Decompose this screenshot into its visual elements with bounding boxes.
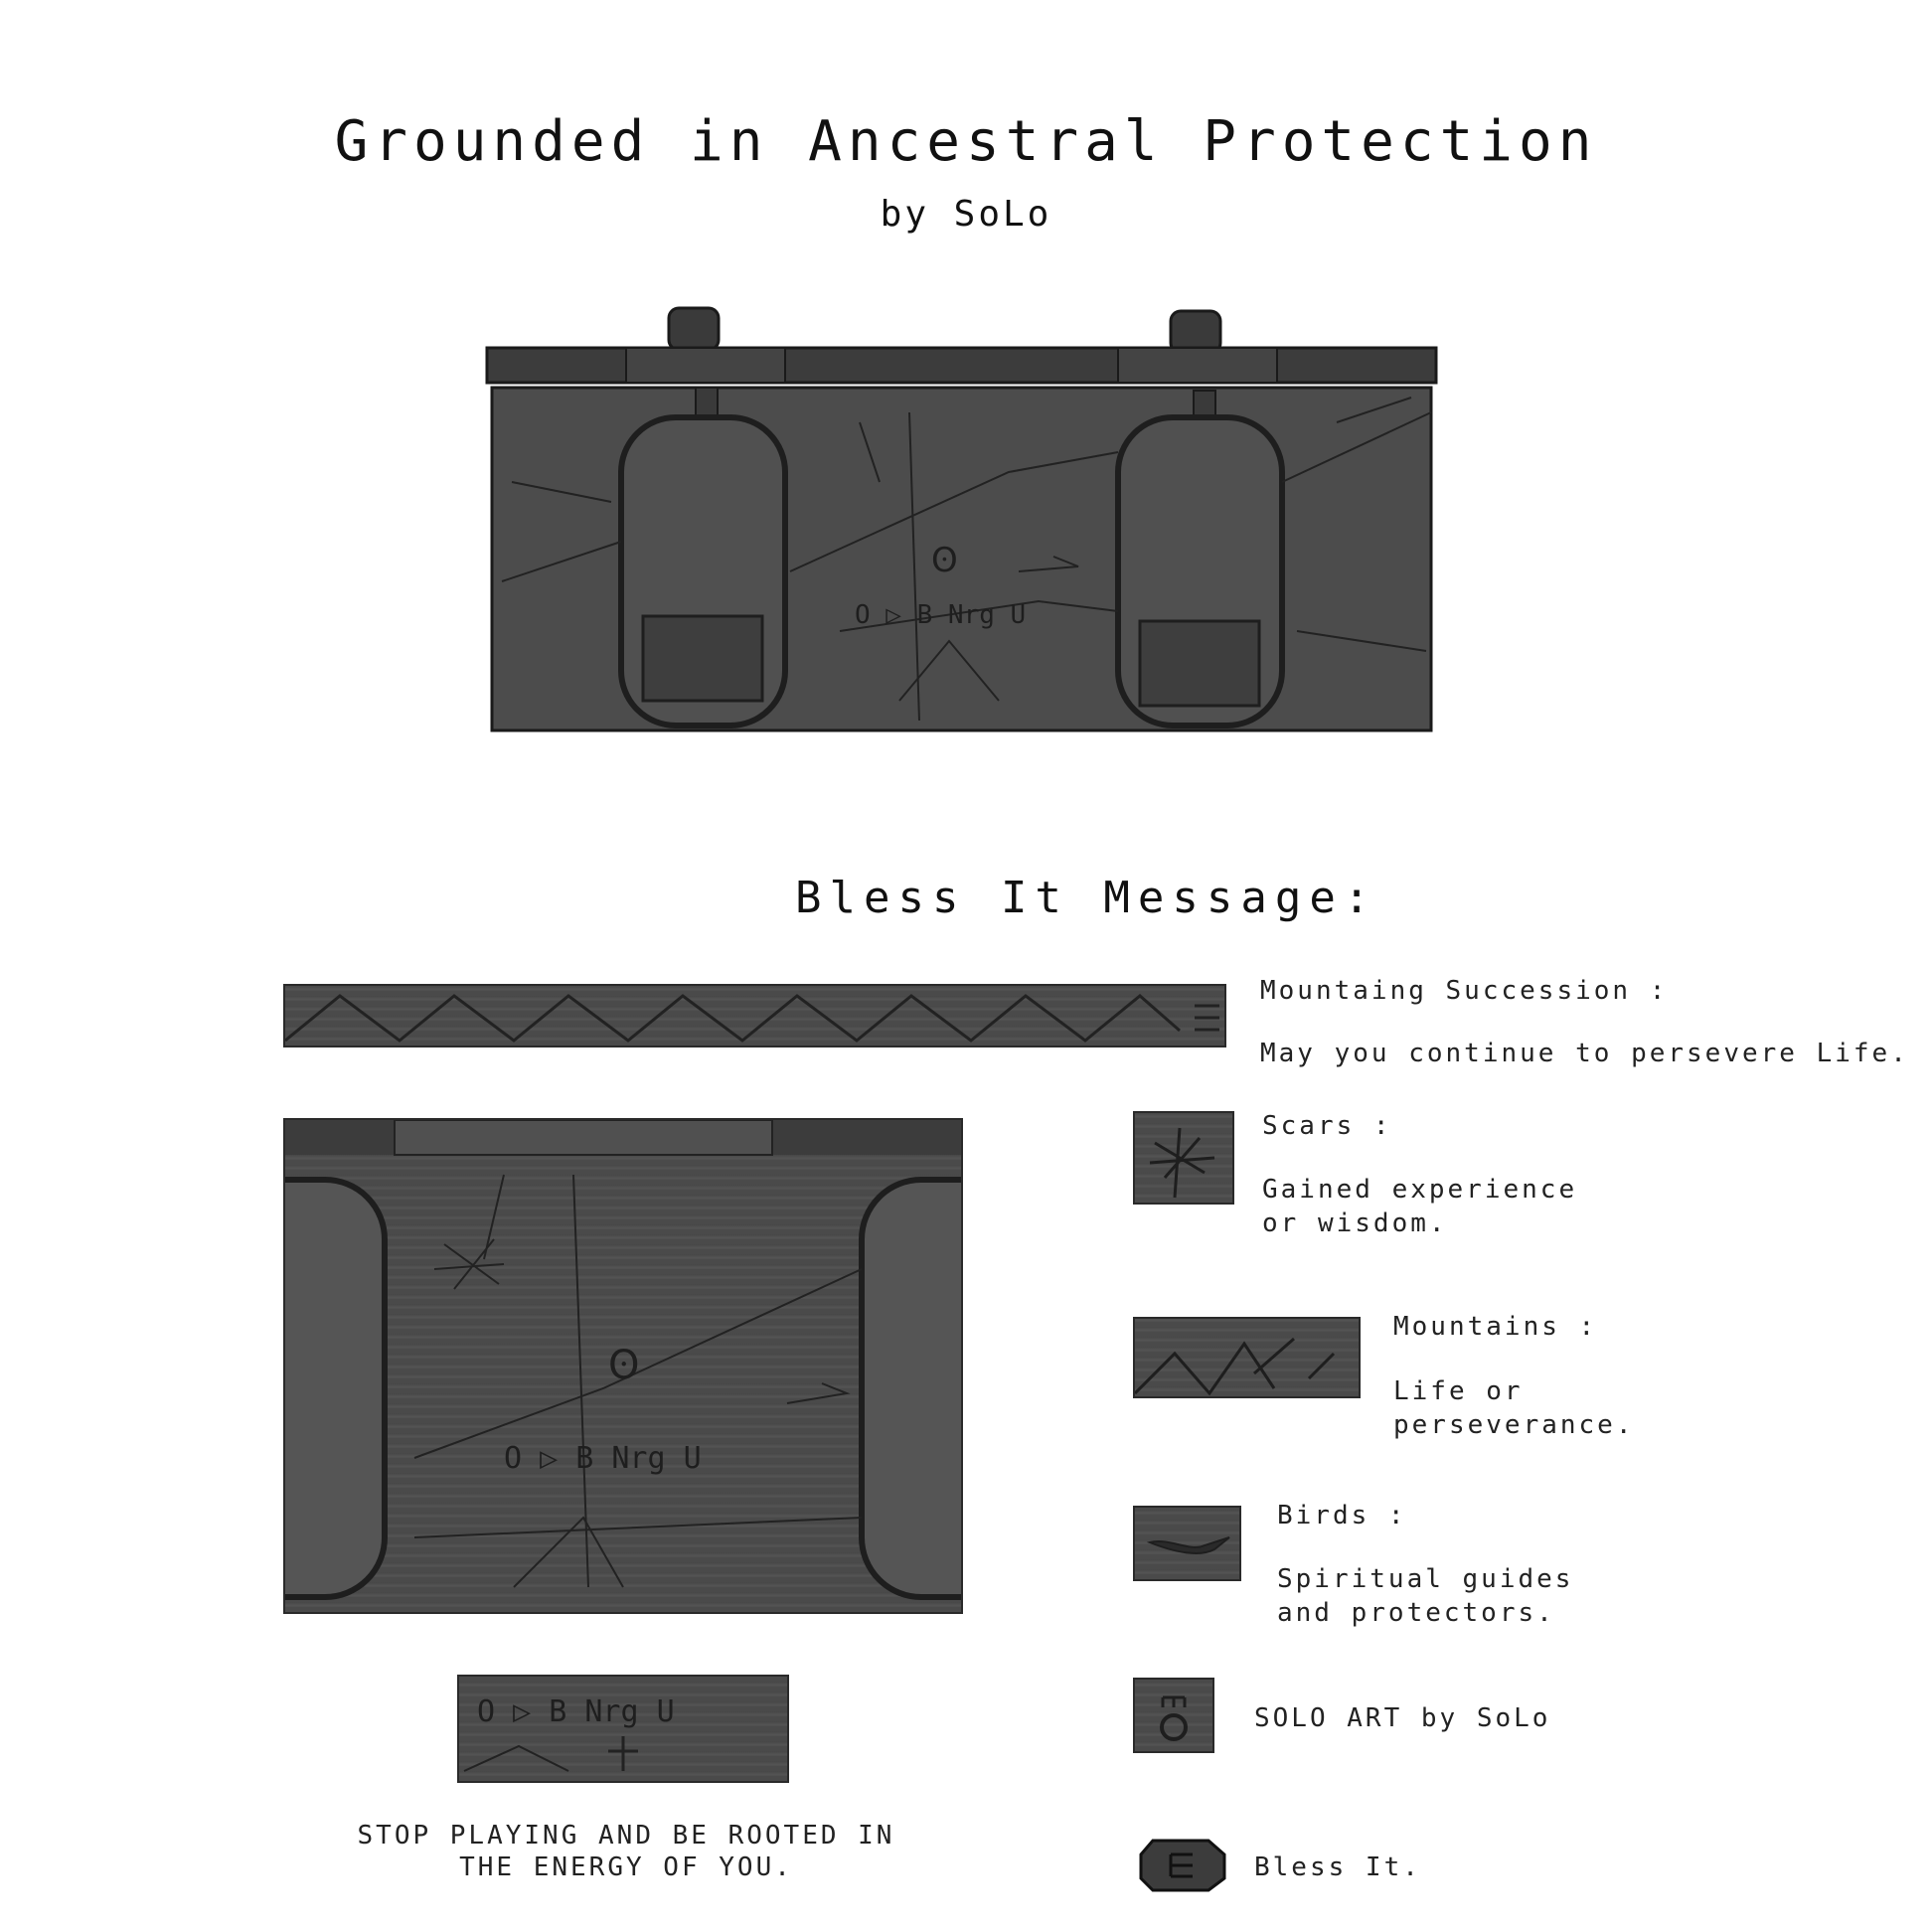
carved-box-artwork [482,303,1441,735]
legend-term-3: Birds : [1277,1501,1407,1530]
bird-icon [1133,1506,1241,1581]
mountain-succession-strip [283,984,1226,1047]
legend-meaning-2: Life or perseverance. [1393,1376,1635,1440]
inscription-text: O ▷ B Nrg U [855,600,1027,630]
knob-icon [1131,1837,1230,1894]
svg-text:ʘ: ʘ [931,541,958,580]
closeup-panel [283,1118,963,1614]
legend-meaning-0: May you continue to persevere Life. [1260,1039,1909,1068]
legend-term-0: Mountaing Succession : [1260,976,1669,1006]
legend-term-5: Bless It. [1254,1852,1421,1882]
mountains-icon [1133,1317,1361,1398]
legend-term-2: Mountains : [1393,1312,1598,1342]
section-heading: Bless It Message: [795,873,1378,923]
page-title: Grounded in Ancestral Protection [334,109,1598,174]
legend-term-1: Scars : [1262,1111,1392,1141]
legend-term-4: SOLO ART by SoLo [1254,1703,1551,1733]
scars-icon [1133,1111,1234,1205]
svg-text:ʘ: ʘ [608,1343,640,1388]
solo-mark-icon [1133,1678,1214,1753]
byline: by SoLo [880,194,1052,235]
caption-line-1: STOP PLAYING AND BE ROOTED IN [357,1821,895,1851]
caption-line-2: THE ENERGY OF YOU. [459,1852,793,1882]
legend-meaning-3: Spiritual guides and protectors. [1277,1564,1574,1628]
legend-meaning-1: Gained experience or wisdom. [1262,1175,1578,1238]
detail-inscription: O ▷ B Nrg U [477,1694,675,1729]
closeup-inscription: O ▷ B Nrg U [504,1441,702,1476]
inscription-detail [457,1675,789,1783]
